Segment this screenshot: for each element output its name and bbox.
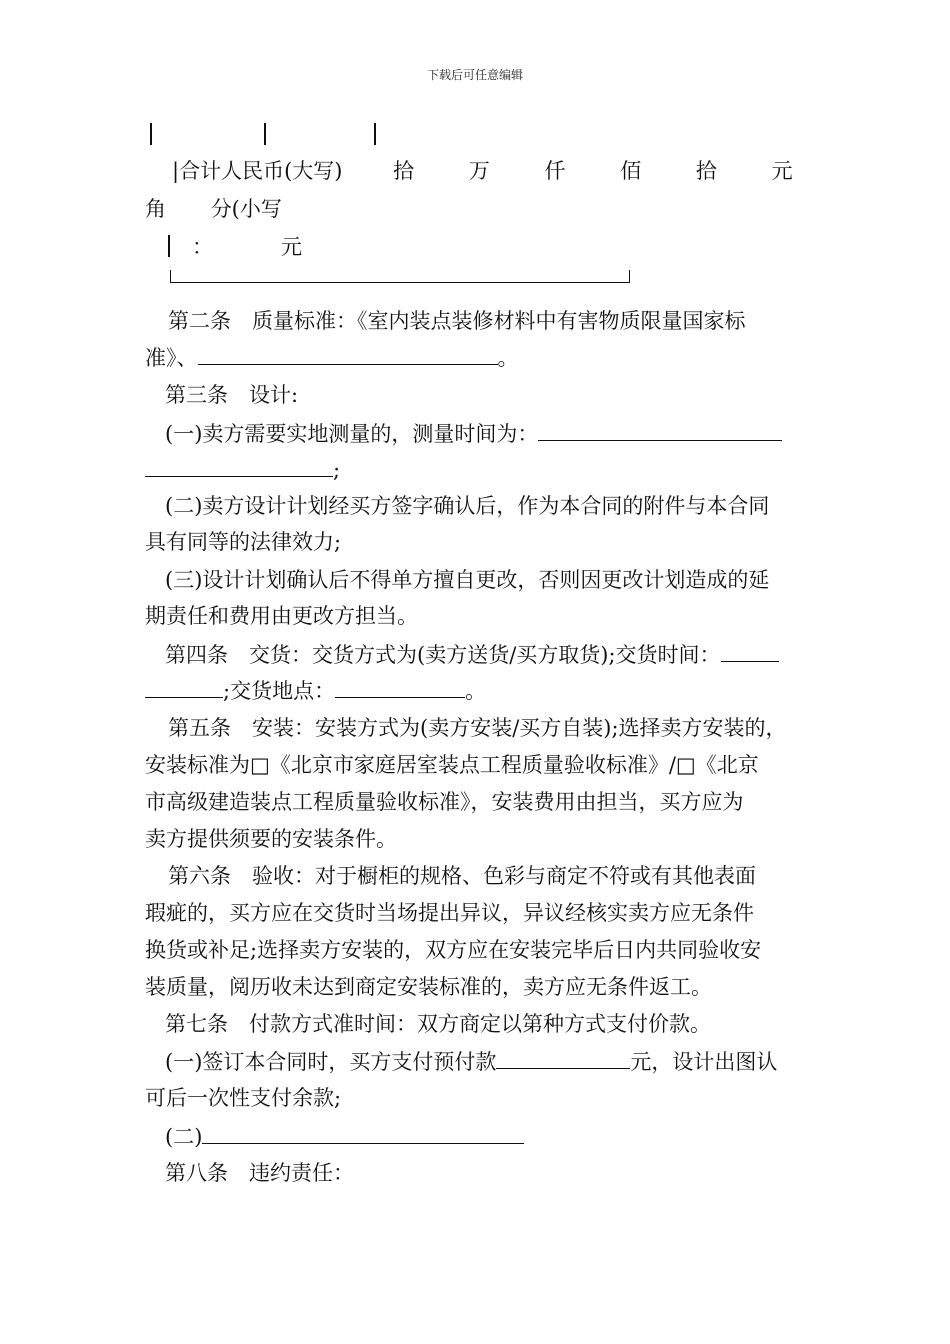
blank-field[interactable] [202,1121,524,1144]
total-label: |合计人民币(大写) [172,159,343,183]
unit-qian: 仟 [544,159,566,183]
clause-3-item-3-line-2: 期责任和费用由更改方担当。 [145,604,418,628]
clause-4-line-1 [165,639,810,670]
clause-5-line-2: 安装标准为□《北京市家庭居室装点工程质量验收标准》/□《北京 [145,753,759,777]
table-bottom-border [170,270,630,283]
clause-6-line-4: 装质量，阅历收未达到商定安装标准的，卖方应无条件返工。 [145,975,712,999]
blank-field[interactable] [198,342,498,365]
table-lowercase-row [168,232,833,262]
clause-3-item-1-end: ; [333,458,341,482]
unit-wan: 万 [468,159,490,183]
clause-7-title: 第七条 付款方式准时间：双方商定以第种方式支付价款。 [165,1012,711,1036]
clause-5-line-3: 市高级建造装点工程质量验收标准》，安装费用由担当，买方应为 [145,790,744,814]
clause-7-item-1-line-2: 可后一次性支付余款; [145,1086,342,1110]
blank-field[interactable] [538,418,782,441]
clause-7-item-1-text: (一)签订本合同时，买方支付预付款 [165,1050,497,1074]
clause-3-item-3-line-1: (三)设计计划确认后不得单方擅自更改，否则因更改计划造成的延 [165,568,770,592]
blank-field[interactable] [145,675,223,698]
clause-6-line-3: 换货或补足;选择卖方安装的，双方应在安装完毕后日内共同验收安 [145,938,762,962]
page-header-note: 下载后可任意编辑 [426,68,523,82]
clause-3-item-1 [165,418,810,449]
blank-field[interactable] [721,639,779,662]
clause-5-line-1: 第五条 安装：安装方式为(卖方安装/买方自装);选择卖方安装的， [168,716,787,740]
table-border [150,123,152,145]
clause-3-title: 第三条 设计: [165,383,299,407]
table-total-row [172,156,812,186]
clause-2-line-2 [145,342,810,373]
clause-3-item-1-cont [145,454,810,485]
clause-2-line-1: 第二条 质量标准：《室内装点装修材料中有害物质限量国家标 [168,309,746,333]
unit-shi-2: 拾 [695,159,717,183]
clause-7-item-1-line-1 [165,1046,810,1077]
table-border [168,235,170,257]
blank-field[interactable] [145,454,333,477]
clause-6-line-1: 第六条 验收：对于橱柜的规格、色彩与商定不符或有其他表面 [168,864,756,888]
clause-2-end: 。 [497,346,519,370]
clause-5-line-4: 卖方提供须要的安装条件。 [145,827,397,851]
clause-3-item-2-line-1: (二)卖方设计计划经买方签字确认后，作为本合同的附件与本合同 [165,494,770,518]
unit-yuan-lower: 元 [281,235,302,259]
unit-fen: 分(小写 [210,197,282,221]
clause-7-item-2 [165,1121,810,1152]
clause-4-text: 第四条 交货：交货方式为(卖方送货/买方取货);交货时间： [165,643,721,667]
clause-4-place: ;交货地点： [223,679,336,703]
unit-bai: 佰 [620,159,642,183]
colon: ： [192,235,213,259]
clause-6-line-2: 瑕疵的，买方应在交货时当场提出异议，异议经核实卖方应无条件 [145,901,754,925]
unit-shi: 拾 [393,159,415,183]
table-total-row-2 [145,194,810,224]
unit-yuan: 元 [771,159,793,183]
clause-4-line-2 [145,675,810,706]
clause-3-item-2-line-2: 具有同等的法律效力; [145,530,342,554]
clause-4-end: 。 [465,679,487,703]
blank-field[interactable] [335,675,465,698]
table-border [374,123,376,145]
clause-3-item-1-text: (一)卖方需要实地测量的，测量时间为： [165,422,539,446]
table-border [264,123,266,145]
unit-jiao: 角 [145,197,166,221]
blank-field[interactable] [496,1046,630,1069]
clause-7-item-1-end: 元，设计出图认 [630,1050,778,1074]
clause-8-title: 第八条 违约责任： [165,1161,354,1185]
clause-2-text: 准》、 [145,346,198,370]
clause-7-item-2-text: (二) [165,1125,203,1149]
table-top-row [150,120,815,150]
